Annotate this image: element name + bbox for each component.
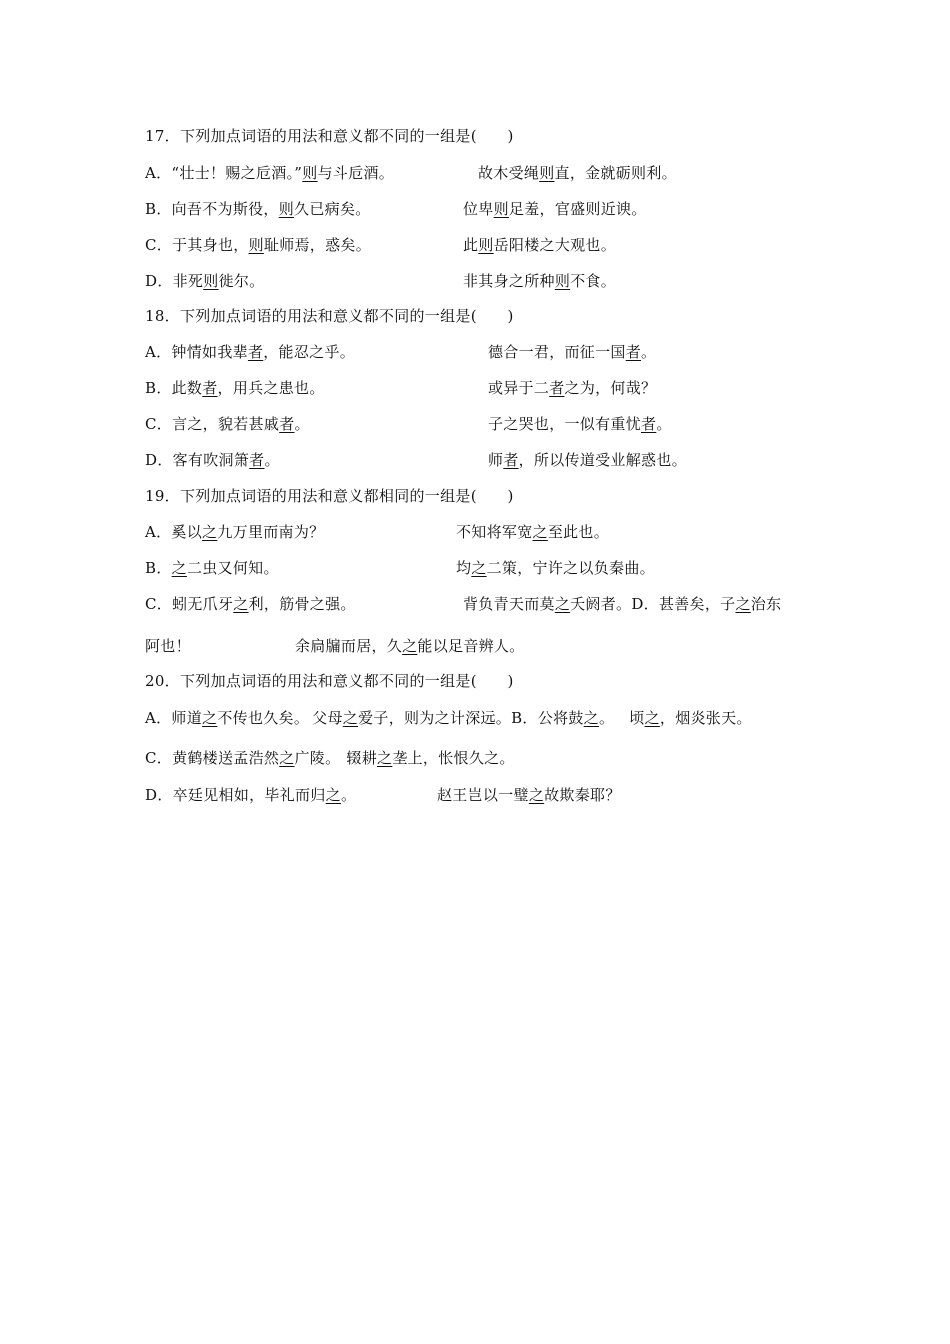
dotted-word: 之 [342,709,359,727]
q19-option-d-right: 余扃牖而居，久之能以足音辨人。 [295,637,525,655]
q17-option-b-left: B．向吾不为斯役，则久已病矣。 [145,200,371,218]
q18-option-b-left: B．此数者，用兵之患也。 [145,379,325,397]
q17-option-a-right: 故木受绳则直，金就砺则利。 [478,164,677,182]
dotted-word: 之 [325,786,341,804]
dotted-word: 则 [203,272,219,290]
q17-option-d-left: D．非死则徙尔。 [145,272,265,290]
dotted-word: 则 [278,200,295,218]
dotted-word: 之 [471,559,487,577]
dotted-word: 之 [644,709,660,727]
q19-option-b-left: B．之二虫又何知。 [145,559,279,577]
q19-option-a-left: A．奚以之九万里而南为？ [145,523,325,541]
q19-option-d-left: 阿也！ [145,637,191,655]
q17-option-c-right: 此则岳阳楼之大观也。 [463,236,617,254]
q18-option-a-right: 德合一君，而征一国者。 [488,343,657,361]
q18-option-d-right: 师者，所以传道受业解惑也。 [488,451,687,469]
dotted-word: 之 [279,749,295,767]
q18-option-a-left: A．钟情如我辈者，能忍之乎。 [145,343,356,361]
dotted-word: 之 [735,595,751,613]
q17-option-d-right: 非其身之所种则不食。 [463,272,617,290]
dotted-word: 之 [233,595,249,613]
dotted-word: 则 [554,272,571,290]
dotted-word: 则 [248,236,264,254]
question-18-stem: 18．下列加点词语的用法和意义都不同的一组是( ) [145,307,514,325]
dotted-word: 之 [554,595,571,613]
dotted-word: 之 [202,709,218,727]
q17-option-c-left: C．于其身也，则耻师焉，惑矣。 [145,236,371,254]
dotted-word: 之 [583,709,599,727]
q19-option-a-right: 不知将军宽之至此也。 [456,523,610,541]
q20-option-d-right: 赵王岂以一璧之故欺秦耶？ [437,786,621,804]
dotted-word: 之 [402,637,418,655]
dotted-word: 者 [202,379,218,397]
dotted-word: 之 [171,559,187,577]
dotted-word: 之 [532,523,548,541]
dotted-word: 则 [493,200,509,218]
q19-option-c-right: 背负青天而莫之夭阏者。D．甚善矣，子之治东 [463,595,782,613]
dotted-word: 之 [202,523,218,541]
q18-option-c-left: C．言之，貌若甚戚者。 [145,415,310,433]
question-20-stem: 20．下列加点词语的用法和意义都不同的一组是( ) [145,672,514,690]
dotted-word: 者 [247,343,264,361]
dotted-word: 者 [249,451,265,469]
q20-option-d-left: D．卒廷见相如，毕礼而归之。 [145,786,357,804]
dotted-word: 者 [625,343,642,361]
dotted-word: 则 [302,164,318,182]
q18-option-c-right: 子之哭也，一似有重忧者。 [488,415,672,433]
q19-option-b-right: 均之二策，宁许之以负秦曲。 [456,559,655,577]
dotted-word: 则 [478,236,494,254]
question-17-stem: 17．下列加点词语的用法和意义都不同的一组是( ) [145,127,514,145]
q20-option-c: C．黄鹤楼送孟浩然之广陵。 辍耕之垄上，怅恨久之。 [145,749,515,767]
q18-option-b-right: 或异于二者之为，何哉？ [488,379,657,397]
dotted-word: 者 [549,379,565,397]
dotted-word: 则 [539,164,555,182]
q18-option-d-left: D．客有吹洞箫者。 [145,451,280,469]
question-19-stem: 19．下列加点词语的用法和意义都相同的一组是( ) [145,487,514,505]
q19-option-c-left: C．蚓无爪牙之利，筋骨之强。 [145,595,356,613]
dotted-word: 者 [641,415,657,433]
dotted-word: 者 [503,451,519,469]
q17-option-a-left: A．“壮士！赐之卮酒。”则与斗卮酒。 [145,164,395,182]
dotted-word: 者 [279,415,295,433]
q17-option-b-right: 位卑则足羞，官盛则近谀。 [463,200,647,218]
dotted-word: 之 [377,749,393,767]
q20-options-ab: A．师道之不传也久矣。 父母之爱子，则为之计深远。B．公将鼓之。 顷之，烟炎张天。 [145,709,752,727]
dotted-word: 之 [528,786,545,804]
